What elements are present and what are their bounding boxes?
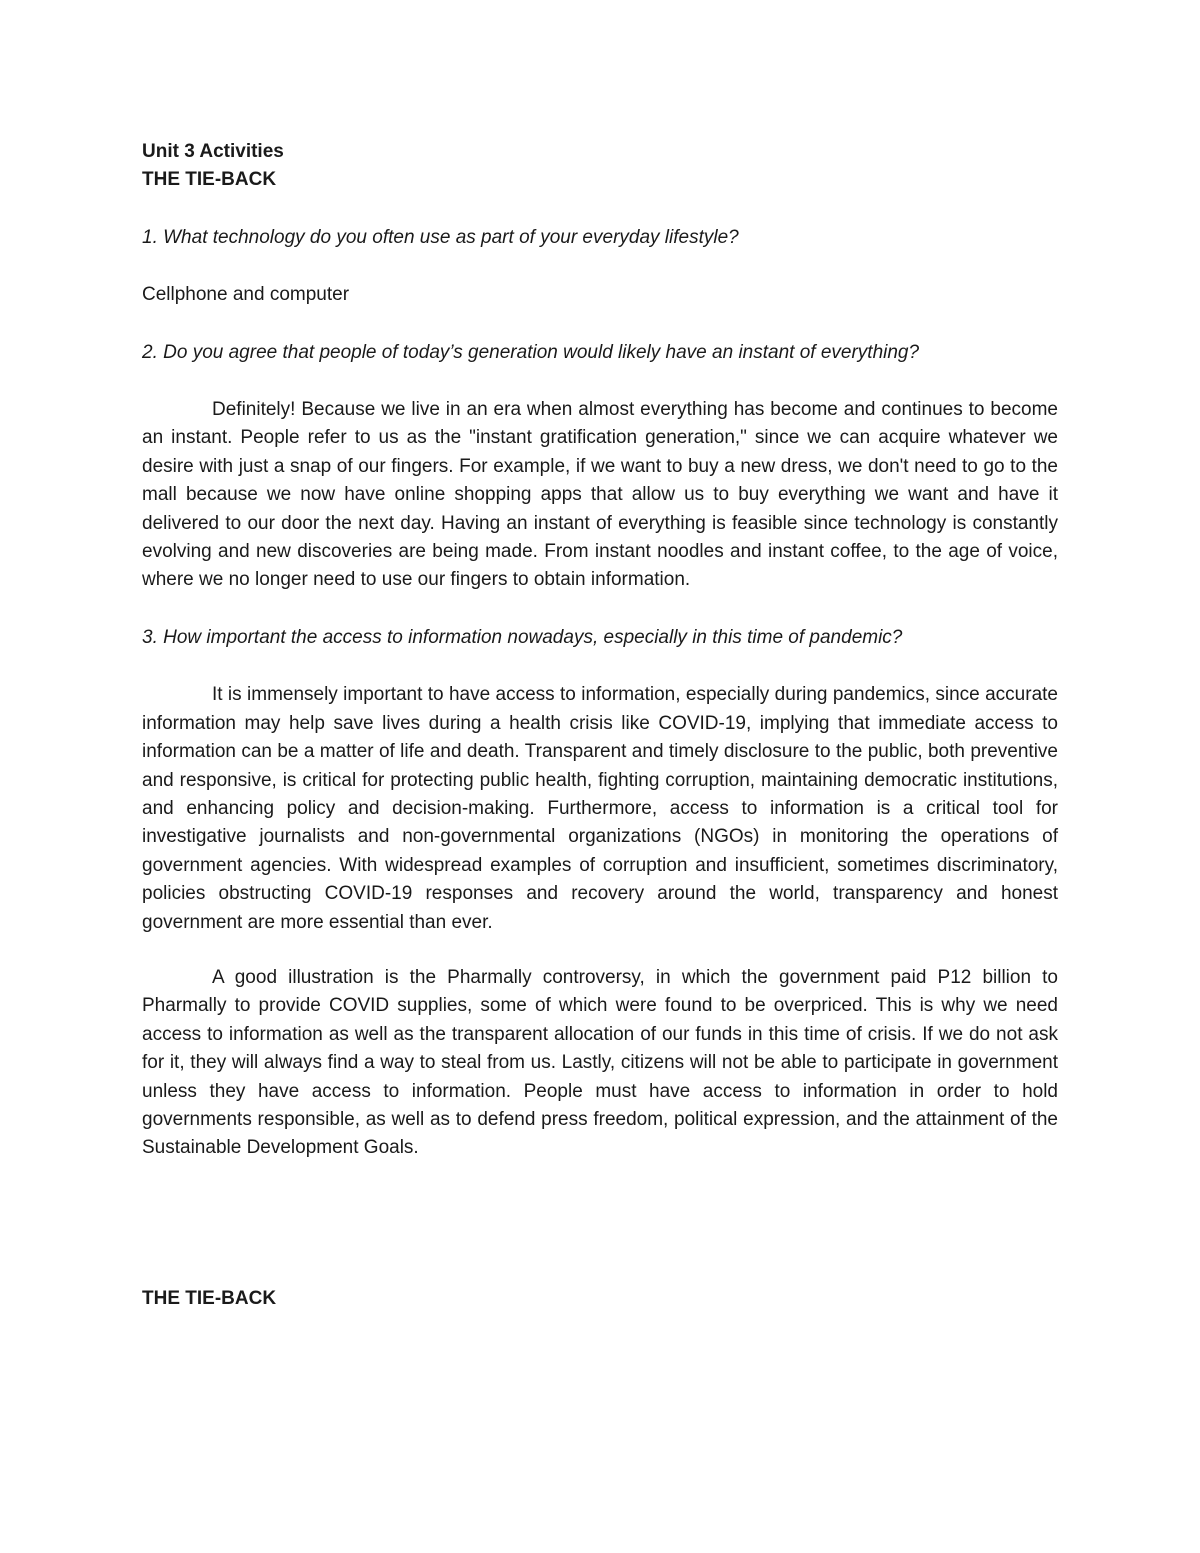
document-title: Unit 3 Activities [142, 141, 284, 162]
answer-2: Definitely! Because we live in an era when almost everything has become and continues to become an instant. People refer to us as the "instant gratification generation," since we can acquire whatever we desire with just a snap of our fingers. For example, if we want to buy a new dress, we don't need to go to the mall because we now have online shopping apps that allow us to buy everything we want and have it delivered to our door the next day. Having an instant of everything is feasible since technology is constantly evolving and new discoveries are being made. From instant noodles and instant coffee, to the age of voice, where we no longer need to use our fingers to obtain information. [142, 399, 1058, 591]
spacer [142, 652, 1058, 681]
spacer [142, 937, 1058, 964]
spacer [142, 595, 1058, 624]
spacer [142, 310, 1058, 339]
question-1: 1. What technology do you often use as part of your everyday lifestyle? [142, 226, 739, 248]
footer-section-heading: THE TIE-BACK [142, 1287, 277, 1309]
answer-3-paragraph-2: A good illustration is the Pharmally controversy, in which the government paid P12 billion to Pharmally to provide COVID supplies, some of which were found to be overpriced. This is why we need access to information as well as the transparent allocation of our funds in this time of crisis. If we do not ask for it, they will always find a way to steal from us. Lastly, citizens will not be able to participate in government unless they have access to information. People must have access to information in order to hold governments responsible, as well as to defend press freedom, political expression, and the attainment of the Sustainable Development Goals. [142, 966, 1058, 1159]
answer-3-paragraph-1: It is immensely important to have access to information, especially during pandemics, since accurate information may help save lives during a health crisis like COVID-19, implying that immediate access to information can be a matter of life and death. Transparent and timely disclosure to the public, both preventive and responsive, is critical for protecting public health, fighting corruption, maintaining democratic institutions, and enhancing policy and decision-making. Furthermore, access to information is a critical tool for investigative journalists and non-governmental organizations (NGOs) in monitoring the operations of government agencies. With widespread examples of corruption and insufficient, sometimes discriminatory, policies obstructing COVID-19 responses and recovery around the world, transparency and honest government are more essential than ever. [142, 684, 1058, 933]
section-heading: THE TIE-BACK [142, 169, 277, 191]
spacer [142, 1163, 1058, 1285]
question-3: 3. How important the access to information nowadays, especially in this time of pandemic? [142, 626, 903, 648]
question-2: 2. Do you agree that people of today’s generation would likely have an instant of everything? [142, 341, 920, 363]
spacer [142, 367, 1058, 396]
spacer [142, 195, 1058, 224]
document-page [142, 138, 1058, 1313]
spacer [142, 252, 1058, 281]
answer-1: Cellphone and computer [142, 284, 350, 306]
